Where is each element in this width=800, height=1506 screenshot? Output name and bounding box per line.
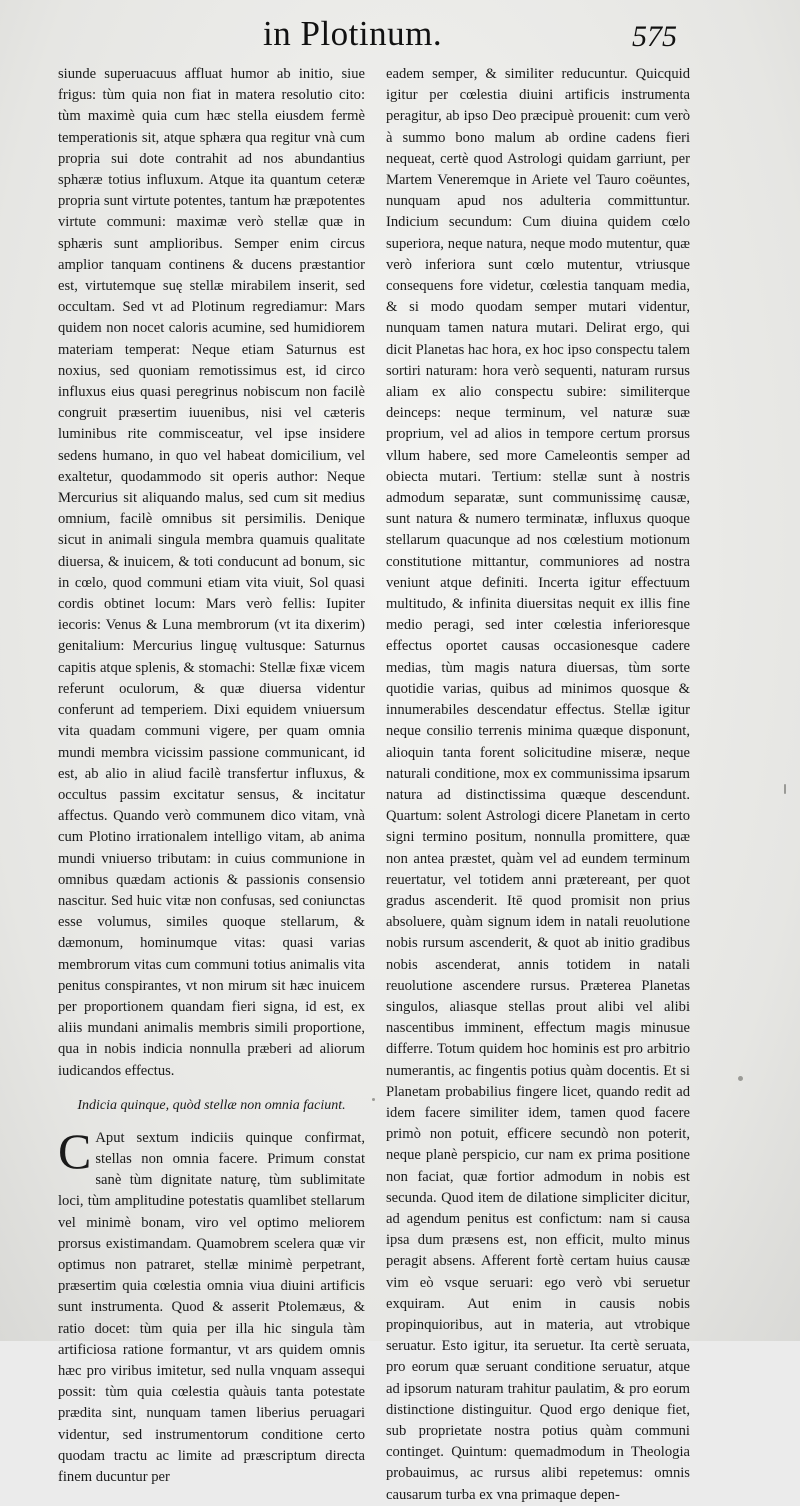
right-column — [386, 64, 690, 1506]
page-header — [0, 14, 800, 64]
running-title: in Plotinum. — [263, 14, 443, 53]
right-paragraph-1: eadem semper, & similiter reducuntur. Quicquid igitur per cœlestia diuini artificis instrumenta peragitur, ab ipso Deo præcipuè prouenit: cum verò à summo bono malum ab ordine cadens fieri nequeat, certè quod Astrologi quidam garriunt, per Martem Veneremque in Ariete vel Tauro coëuntes, nunquam apud nos adulteria committuntur. Indicium secundum: Cum diuina quidem cœlo superiora, neque natura, neque modo mutentur, quæ verò inferiora sunt cœlo mutentur, vtriusque consequens fore videtur, cœlestia tanquam media, & si modo quodam semper mutari videntur, nunquam tamen natura mutari. Delirat ergo, qui dicit Planetas hac hora, ex hoc ipso conspectu talem sortiri naturam: hora verò sequenti, naturam rursus aliam ex alio conspectu subire: similiterque deinceps: neque terminum, vel naturæ suæ proprium, vel ad alios in tempore certum prorsus vllum habere, sed more Cameleontis semper ad obiecta mutari. Tertium: stellæ sunt à nostris admodum separatæ, sunt communissimę causæ, sunt natura & numero terminatæ, influxus quoque stellarum quacunque ad nos cœlestium motionum constitutione mittantur, communiores ad nostra veniunt atque definiti. Incerta igitur effectuum multitudo, & infinita diuersitas nequit ex illis fine medio peragi, sed inter cœlestia inferioresque effectus oportet causas occasionesque cadere medias, tùm magis natura diuersas, tùm sorte quotidie varias, quibus ad minimos quosque & innumerabiles descendatur effectus. Stellæ igitur neque consilio terrenis minima quæque disponunt, alioquin tanta forent solicitudine miseræ, neque naturali conditione, mox ex communissima ipsarum natura ad distinctissima quæque descendunt. Quartum: solent Astrologi dicere Planetam in certo signi termino positum, nonnulla promittere, quæ non antea præstet, quàm vel ad eundem terminum reuertatur, vel totidem anni prætereant, per quot gradus ascenderit. Itē quod promisit non prius absoluere, quàm signum idem in natali reuolutione nobis rursum ascenderit, & quot ab initio gradibus nobis ascenderat, annis totidem in natali reuolutione ascendere rursus. Præterea Planetas singulos, aliasque stellas prout alibi vel alibi nascentibus imminent, effectum magis minusue differre. Totum quidem hoc hominis est pro arbitrio numerantis, ac fingentis potius quàm docentis. Et si Planetam probabilius fingere licet, quando redit ad idem facere similiter idem, tamen quod facere primò non potuit, efficere secundò non poterit, neque planè perspicio, cur nam ex prima positione non faciat, quæ fortior admodum in nobis est secunda. Quod item de dilatione simpliciter dicitur, ad agendum penitus est confictum: nam si causa ipsa dum præsens est, non efficit, multo minus peragit absens. Afferent fortè certam huius causæ vim eò vsque seruari: ego verò vbi seruetur exquiram. Aut enim in causis nobis propinquioribus, aut in materia, aut vtrobique seruatur. Esto igitur, ita seruetur. Ita certè seruata, pro eorum quæ seruant conditione seruatur, atque ad ipsorum naturam trahitur paulatim, & pro eorum distinctione distinguitur. Quod ergo denique fiet, sub proprietate nostra potius quàm communi continget. Quintum: quemadmodum in Theologia probauimus, ac rursus alibi repetemus: omnis causarum turba ex vna primaque depen- — [386, 66, 690, 1503]
left-column — [58, 64, 365, 1488]
left-paragraph-2: CAput sextum indiciis quinque confirmat, stellas non omnia facere. Primum constat sanè tùm dignitate naturę, tùm sublimitate loci, tùm amplitudine potestatis quamlibet stellarum vel minimè bonam, viro vel optimo meliorem prorsus existimandam. Quamobrem scelera quæ vir optimus non patraret, stellæ minimè perpetrant, præsertim quia cœlestia omnia viua diuini artificis sunt instrumenta. Quod & asserit Ptolemæus, & ratio docet: tùm quia per illa hic singula tàm artificiosa ratione formantur, vt ars quidem omnis hæc pro viribus imitetur, sed nulla vnquam assequi possit: tùm quia cœlestia quàuis tanta potestate prædita sint, nunquam tamen liberius peruagari videntur, sed instrumentorum conditione certo quodam tractu ac limite ad præscriptum directa finem ducuntur per — [58, 1122, 365, 1485]
section-heading: Indicia quinque, quòd stellæ non omnia faciunt. — [77, 1097, 346, 1113]
page-number: 575 — [632, 20, 677, 53]
left-paragraph-1: siunde superuacuus affluat humor ab initio, siue frigus: tùm quia non fiat in matera resolutio cito: tùm maximè quia cum hæc stella eiusdem fermè temperationis sit, atque sphæra qua regitur vnà cum propria sui dote contrahit ad nos abundantius sphæræ totius influxum. Atque ita quantum ceteræ propria sunt virtute potentes, tantum hæ præpotentes virtute communi: maximæ verò stellæ quæ in sphæris sunt amplioribus. Semper enim circus amplior tanquam continens & ducens præstantior est, virtutemque suę stellæ mirabilem inserit, sed occultam. Sed vt ad Plotinum regrediamur: Mars quidem non nocet caloris acumine, sed humidiorem materiam temperat: Neque etiam Saturnus est noxius, sed quoniam remotissimus est, id circo influxus eius quasi peregrinus nobiscum non facilè congruit præsertim iuuenibus, nisi vel cæteris luminibus rite commisceatur, vel ipse insidere sedens humano, in quo vel habeat domicilium, vel exaltetur, quodammodo sit operis author: Neque Mercurius sit aliquando malus, sed cum sit medius omnium, facilè omnibus sit persimilis. Denique sicut in animali singula membra quamuis qualitate diuersa, & inuicem, & toti conducunt ad bonum, sic in cœlo, quod communi etiam vita viuit, Sol quasi cordis obtinet locum: Mars verò fellis: Iupiter iecoris: Venus & Luna membrorum (vt ita dixerim) genitalium: Mercurius linguę vultusque: Saturnus capitis atque splenis, & stomachi: Stellæ fixæ vicem referunt oculorum, & quæ diuersa videntur conferunt ad temperiem. Dixi equidem vniuersum vita quadam communi vigere, per quam omnia mundi membra vicissim passione communicant, id est, ab alio in aliud facilè transfertur influxus, & occultus passim excitatur sensus, & incitatur affectus. Quando verò communem dico vitam, vnà cum Plotino irrationalem intelligo vitam, ab anima mundi vniuerso tributam: in cuius communione in omnibus quædam actionis & passionis consensio nascitur. Sed huic vitæ non confusas, sed coniunctas esse volumus, similes quoque stellarum, & dæmonum, hominumque vitas: quasi varias membrorum vitas cum communi totius animalis vita penitus conspirantes, vt non mirum sit hæc inuicem per proportionem quandam fieri signa, id est, ex aliis mundani animalis membris simili proportione, qua in nobis indicia nonnulla præberi ad aliorum iudicandos effectus. — [58, 66, 365, 1079]
